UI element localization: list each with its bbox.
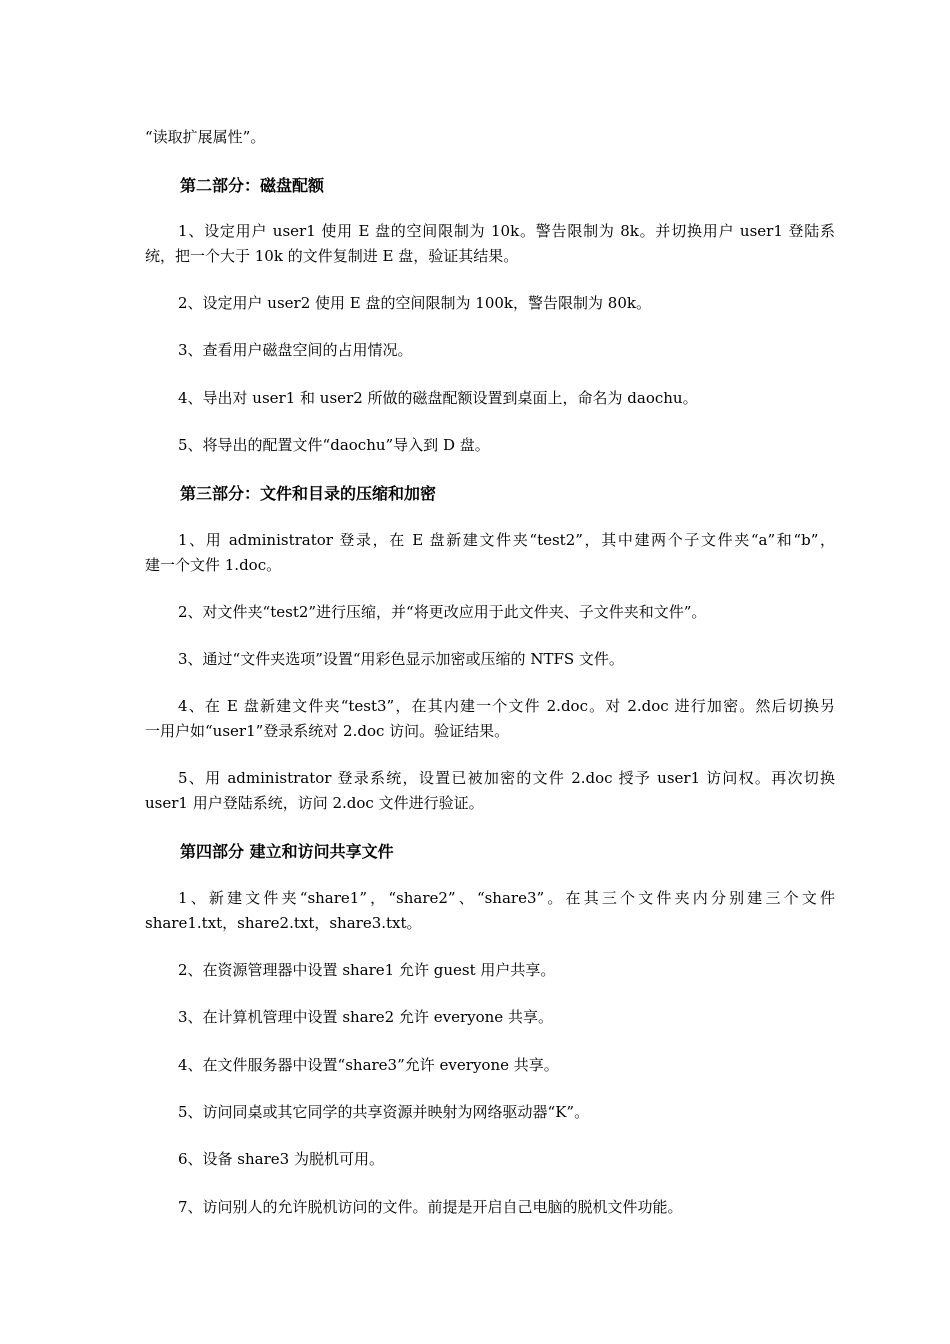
text-line: share1.txt，share2.txt，share3.txt。 xyxy=(145,914,422,932)
text-line: 5、访问同桌或其它同学的共享资源并映射为网络驱动器“K”。 xyxy=(178,1103,590,1121)
text-line: 3、通过“文件夹选项”设置“用彩色显示加密或压缩的 NTFS 文件。 xyxy=(178,650,624,668)
section-heading-part4: 第四部分 建立和访问共享文件 xyxy=(180,842,394,861)
text-line: 5、将导出的配置文件“daochu”导入到 D 盘。 xyxy=(178,436,490,454)
text-line: 1、用 administrator 登录，在 E 盘新建文件夹“test2”，其中建两个子文件夹“a”和“b”， xyxy=(178,531,835,549)
section-heading-part3: 第三部分：文件和目录的压缩和加密 xyxy=(180,484,437,503)
text-line: “读取扩展属性”。 xyxy=(145,128,266,146)
text-line: 5、用 administrator 登录系统，设置已被加密的文件 2.doc 授予 user1 访问权。再次切换 xyxy=(178,769,835,787)
text-line: 7、访问别人的允许脱机访问的文件。前提是开启自己电脑的脱机文件功能。 xyxy=(178,1198,683,1216)
text-line: 3、在计算机管理中设置 share2 允许 everyone 共享。 xyxy=(178,1008,553,1026)
text-line: 2、在资源管理器中设置 share1 允许 guest 用户共享。 xyxy=(178,961,556,979)
text-line: 统，把一个大于 10k 的文件复制进 E 盘，验证其结果。 xyxy=(145,247,519,265)
section-heading-part2: 第二部分：磁盘配额 xyxy=(180,176,325,195)
text-line: 2、设定用户 user2 使用 E 盘的空间限制为 100k，警告限制为 80k。 xyxy=(178,294,651,312)
text-line: 1、新建文件夹“share1”，“share2”、“share3”。在其三个文件夹内分别建三个文件 xyxy=(178,889,835,907)
text-line: 3、查看用户磁盘空间的占用情况。 xyxy=(178,341,413,359)
text-line: 4、导出对 user1 和 user2 所做的磁盘配额设置到桌面上，命名为 daochu。 xyxy=(178,389,698,407)
text-line: 6、设备 share3 为脱机可用。 xyxy=(178,1150,384,1168)
text-line: 一用户如“user1”登录系统对 2.doc 访问。验证结果。 xyxy=(145,722,510,740)
text-line: 2、对文件夹“test2”进行压缩，并“将更改应用于此文件夹、子文件夹和文件”。 xyxy=(178,603,707,621)
text-line: 建一个文件 1.doc。 xyxy=(145,556,282,574)
text-line: 1、设定用户 user1 使用 E 盘的空间限制为 10k。警告限制为 8k。并切换用户 user1 登陆系 xyxy=(178,222,835,240)
text-line: 4、在文件服务器中设置“share3”允许 everyone 共享。 xyxy=(178,1056,559,1074)
text-line: 4、在 E 盘新建文件夹“test3”，在其内建一个文件 2.doc。对 2.doc 进行加密。然后切换另 xyxy=(178,697,835,715)
text-line: user1 用户登陆系统，访问 2.doc 文件进行验证。 xyxy=(145,794,484,812)
